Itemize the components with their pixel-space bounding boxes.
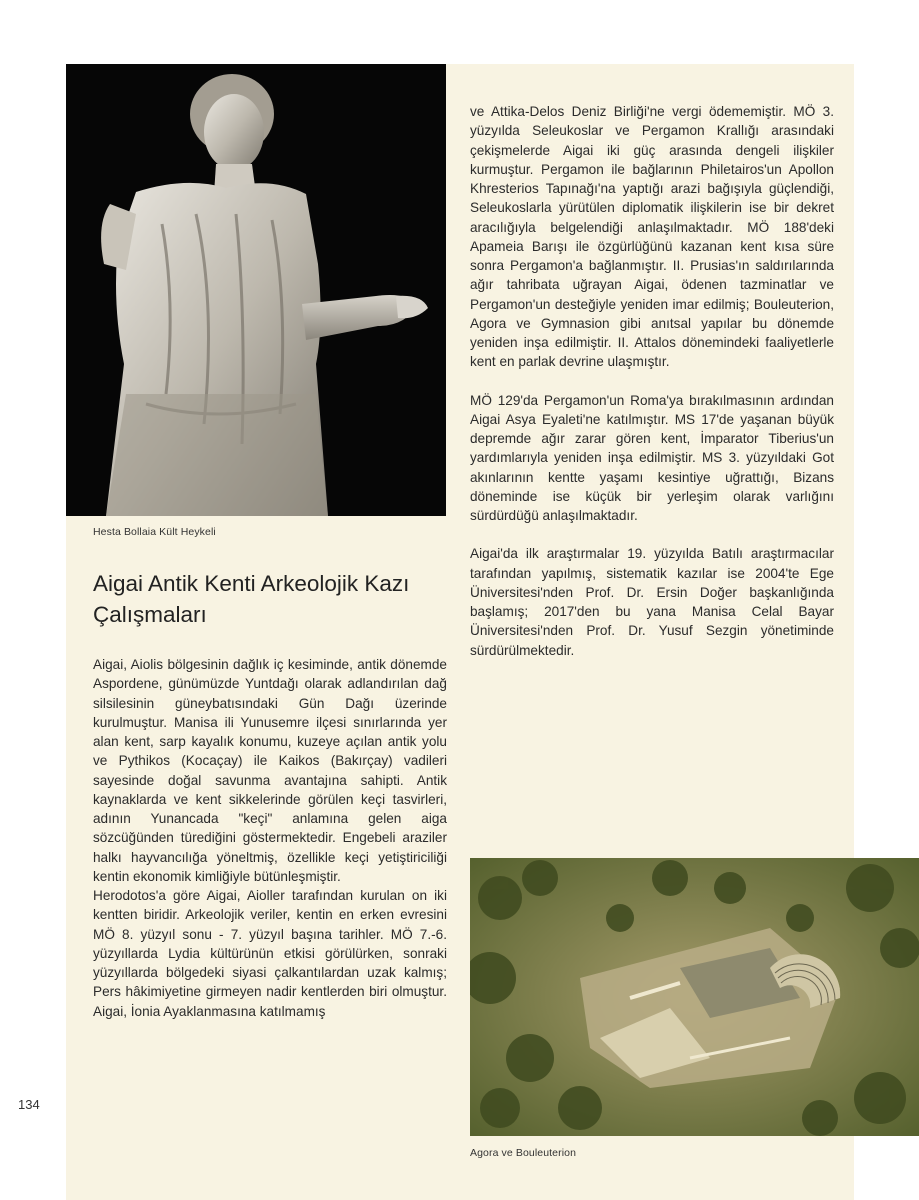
statue-illustration	[66, 64, 446, 516]
agora-aerial-photo	[470, 858, 919, 1136]
statue-photo	[66, 64, 446, 516]
statue-caption: Hesta Bollaia Kült Heykeli	[93, 526, 216, 538]
agora-illustration	[470, 858, 919, 1136]
right-paragraph-2: MÖ 129'da Pergamon'un Roma'ya bırakılmasının ardından Aigai Asya Eyaleti'ne katılmıştır. MS 17'de yaşanan büyük depremde ağır zarar gören kent, İmparator Tiberius'un yardımlarıyla yeniden inşa edilmiştir. MS 3. yüzyıldaki Got akınlarının kentte yaşamı kesintiye uğrattığı, Bizans döneminde ise küçük bir yerleşim olarak varlığını sürdürdüğü anlaşılmaktadır.	[470, 392, 834, 523]
left-column	[93, 655, 447, 1021]
right-paragraph-1: ve Attika-Delos Deniz Birliği'ne vergi ödememiştir. MÖ 3. yüzyılda Seleukoslar ve Pergamon Krallığı arasındaki çekişmelerde Aigai iki güç arasında dengeli ilişkiler kurmuştur. Pergamon ile bağlarının Philetairos'un Apollon Khresterios Tapınağı'na yaptığı arazi bağışıyla güçlendiği, Seleukoslarla yürütülen diplomatik ilişkilerin ise bir dekret aracılığıyla belgelendiği anlaşılmaktadır. MÖ 188'deki Apameia Barışı ile özgürlüğünü kazanan kent kısa süre sonra Pergamon'a bağlanmıştır. II. Prusias'ın saldırılarında ağır tahribata uğrayan Aigai, ödenen tazminatlar ve Pergamon'un desteğiyle yeniden imar edilmiş; Bouleuterion, Agora ve Gymnasion gibi anıtsal yapılar bu dönemde yeniden inşa edilmiştir. II. Attalos dönemindeki faaliyetlerle kent en parlak devrine ulaşmıştır.	[470, 104, 834, 370]
left-paragraph-1: Aigai, Aiolis bölgesinin dağlık iç kesiminde, antik dönemde Aspordene, günümüzde Yuntdağı olarak adlandırılan dağ silsilesinin güneybatısındaki Gün Dağı üzerinde kurulmuştur. Manisa ili Yunusemre ilçesi sınırlarında yer alan kent, sarp kayalık konumu, kuzeye açılan antik yolu ve Pythikos (Kocaçay) ile Kaikos (Bakırçay) vadileri sayesinde doğal savunma avantajına sahipti. Antik kaynaklarda ve kent sikkelerinde görülen keçi tasvirleri, adının Yunancada "keçi" anlamına gelen aiga sözcüğünden türediğini göstermektedir. Engebeli araziler halkı hayvancılığa yöneltmiş, özellikle keçi yetiştiriciliği kentin ekonomik kimliğiyle bütünleşmiştir.	[93, 657, 447, 884]
left-paragraph-2: Herodotos'a göre Aigai, Aioller tarafından kurulan on iki kentten biridir. Arkeolojik veriler, kentin en erken evresini MÖ 8. yüzyıl sonu - 7. yüzyıl başına tarihler. MÖ 7.-6. yüzyıllarda Lydia kültürünün etkisi görülürken, sonraki yüzyıllarda bölgedeki siyasi çalkantılardan uzak kalmış; Pers hâkimiyetine girmeyen nadir kentlerden biri olmuştur. Aigai, İonia Ayaklanmasına katılmamış	[93, 888, 447, 1019]
page-number: 134	[18, 1097, 40, 1112]
right-paragraph-3: Aigai'da ilk araştırmalar 19. yüzyılda Batılı araştırmacılar tarafından yapılmış, sistematik kazılar ise 2004'te Ege Üniversitesi'nden Prof. Dr. Ersin Doğer başkanlığında başlamış; 2017'den bu yana Manisa Celal Bayar Üniversitesi'nden Prof. Dr. Yusuf Sezgin yönetiminde sürdürülmektedir.	[470, 546, 834, 658]
article-title: Aigai Antik Kenti Arkeolojik Kazı Çalışmaları	[93, 571, 410, 627]
right-column	[470, 102, 834, 660]
agora-caption: Agora ve Bouleuterion	[470, 1147, 577, 1159]
